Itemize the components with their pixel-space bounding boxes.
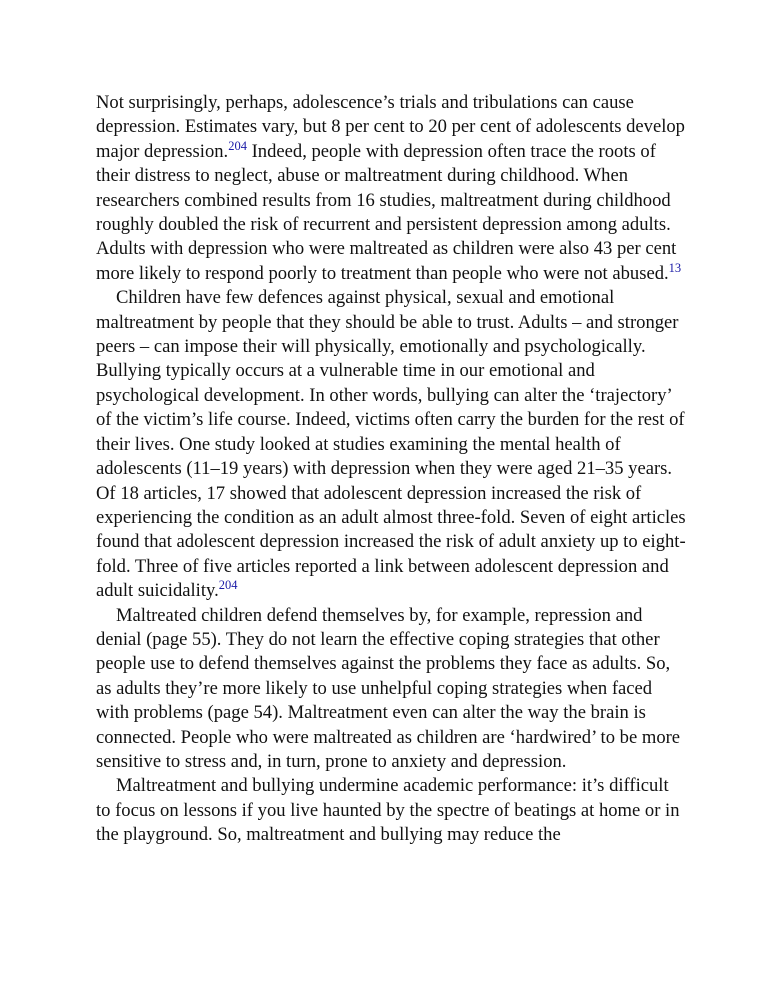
paragraph-4 — [96, 774, 686, 847]
body-text: Maltreatment and bullying undermine academic performance: it’s difficult to focus on lessons if you live haunted by the spectre of beatings at home or in the playground. So, maltreatment and bullying may reduce the — [96, 775, 680, 846]
document-page — [96, 91, 686, 848]
body-text: Maltreated children defend themselves by, for example, repression and denial (page 55). They do not learn the effective coping strategies that other people use to defend themselves against the problems they face as adults. So, as adults they’re more likely to use unhelpful coping strategies when faced with problems (page 54). Maltreatment even can alter the way the brain is connected. People who were maltreated as children are ‘hardwired’ to be more sensitive to stress and, in turn, prone to anxiety and depression. — [96, 604, 681, 772]
body-text: Indeed, people with depression often trace the roots of their distress to neglect, abuse or maltreatment during childhood. When researchers combined results from 16 studies, maltreatment during childhood roughly doubled the risk of recurrent and persistent depression among adults. Adults with depression who were maltreated as children were also 43 per cent more likely to respond poorly to treatment than people who were not abused. — [96, 140, 677, 284]
body-text: Children have few defences against physical, sexual and emotional maltreatment by people that they should be able to trust. Adults – and stronger peers – can impose their will physically, emotionally and psychologically. Bullying typically occurs at a vulnerable time in our emotional and psychological development. In other words, bullying can alter the ‘trajectory’ of the victim’s life course. Indeed, victims often carry the burden for the rest of their lives. One study looked at studies examining the mental health of adolescents (11–19 years) with depression when they were aged 21–35 years. Of 18 articles, 17 showed that adolescent depression increased the risk of experiencing the condition as an adult almost three-fold. Seven of eight articles found that adolescent depression increased the risk of adult anxiety up to eight-fold. Three of five articles reported a link between adolescent depression and adult suicidality. — [96, 287, 686, 602]
paragraph-1 — [96, 91, 686, 286]
body-text: Not surprisingly, perhaps, adolescence’s trials and tribulations can cause depression. Estimates vary, but 8 per cent to 20 per cent of adolescents develop major depression. — [96, 92, 685, 162]
footnote-reference-204[interactable]: 204 — [218, 577, 238, 592]
footnote-reference-204[interactable]: 204 — [228, 138, 247, 153]
paragraph-2 — [96, 286, 686, 603]
paragraph-3 — [96, 604, 686, 775]
footnote-reference-13[interactable]: 13 — [668, 260, 682, 275]
